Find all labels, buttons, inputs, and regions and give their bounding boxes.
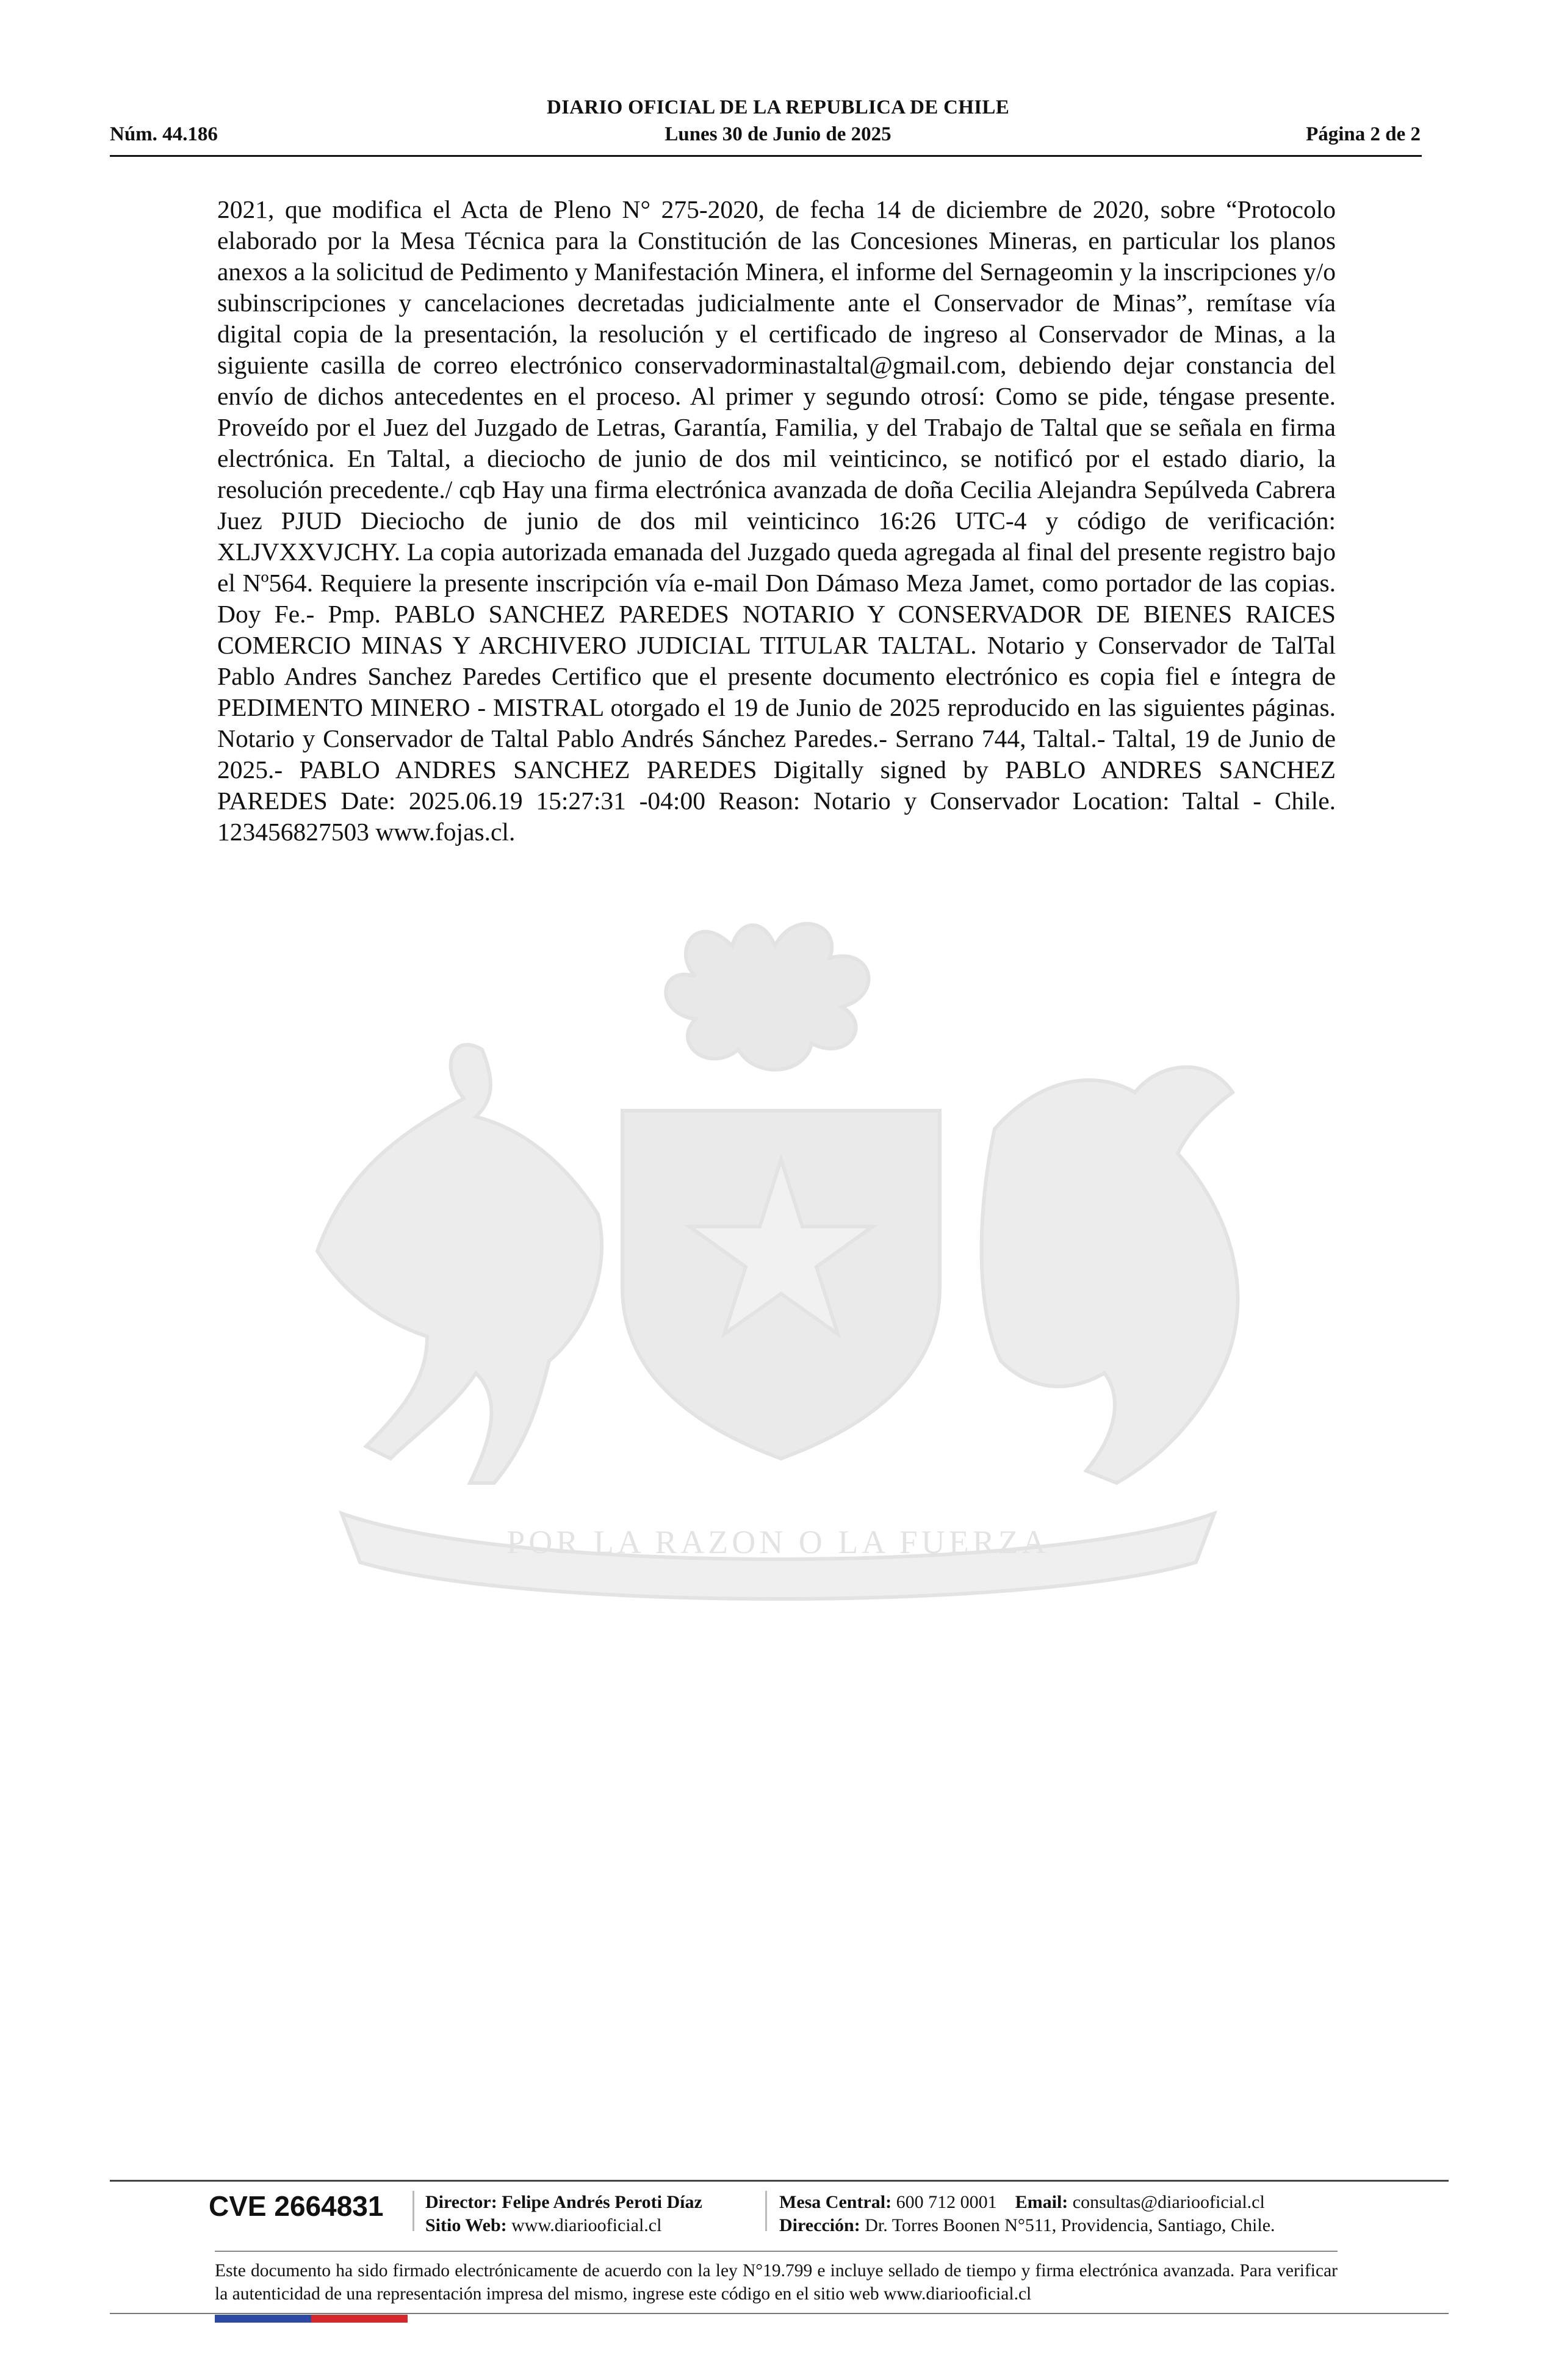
flag-stripe-red (311, 2315, 408, 2323)
footer-divider-middle (215, 2251, 1338, 2252)
phone-label: Mesa Central: (779, 2192, 892, 2212)
watermark-motto: POR LA RAZON O LA FUERZA (506, 1524, 1050, 1560)
footer-director-block (425, 2191, 702, 2237)
document-body: 2021, que modifica el Acta de Pleno N° 275-2020, de fecha 14 de diciembre de 2020, sobre “Protocolo elaborado por la Mesa Técnica para la Constitución de las Concesiones Mineras, en particular los planos anexos a la solicitud de Pedimento y Manifestación Minera, el informe del Sernageomin y la inscripciones y/o subinscripciones y cancelaciones decretadas judicialmente ante el Conservador de Minas”, remítase vía digital copia de la presentación, la resolución y el certificado de ingreso al Conservador de Minas, a la siguiente casilla de correo electrónico conservadorminastaltal@gmail.com, debiendo dejar constancia del envío de dichos antecedentes en el proceso. Al primer y segundo otrosí: Como se pide, téngase presente. Proveído por el Juez del Juzgado de Letras, Garantía, Familia, y del Trabajo de Taltal que se señala en firma electrónica. En Taltal, a dieciocho de junio de dos mil veinticinco, se notificó por el estado diario, la resolución precedente./ cqb Hay una firma electrónica avanzada de doña Cecilia Alejandra Sepúlveda Cabrera Juez PJUD Dieciocho de junio de dos mil veinticinco 16:26 UTC-4 y código de verificación: XLJVXXVJCHY. La copia autorizada emanada del Juzgado queda agregada al final del presente registro bajo el Nº564. Requiere la presente inscripción vía e-mail Don Dámaso Meza Jamet, como portador de las copias. Doy Fe.- Pmp. PABLO SANCHEZ PAREDES NOTARIO Y CONSERVADOR DE BIENES RAICES COMERCIO MINAS Y ARCHIVERO JUDICIAL TITULAR TALTAL. Notario y Conservador de TalTal Pablo Andres Sanchez Paredes Certifico que el presente documento electrónico es copia fiel e íntegra de PEDIMENTO MINERO - MISTRAL otorgado el 19 de Junio de 2025 reproducido en las siguientes páginas. Notario y Conservador de Taltal Pablo Andrés Sánchez Paredes.- Serrano 744, Taltal.- Taltal, 19 de Junio de 2025.- PABLO ANDRES SANCHEZ PAREDES Digitally signed by PABLO ANDRES SANCHEZ PAREDES Date: 2025.06.19 15:27:31 -04:00 Reason: Notario y Conservador Location: Taltal - Chile. 123456827503 www.fojas.cl. (217, 195, 1336, 846)
footer-divider-bottom (110, 2313, 1449, 2314)
website-label: Sitio Web: (425, 2215, 507, 2235)
newspaper-title: DIARIO OFICIAL DE LA REPUBLICA DE CHILE (546, 96, 1010, 118)
address-label: Dirección: (779, 2215, 860, 2235)
page-indicator: Página 2 de 2 (1306, 123, 1421, 145)
email-address[interactable]: consultas@diariooficial.cl (1072, 2192, 1265, 2212)
director-name: Felipe Andrés Peroti Díaz (502, 2192, 702, 2212)
footer-separator (412, 2191, 414, 2231)
address-value: Dr. Torres Boonen N°511, Providencia, Santiago, Chile. (865, 2215, 1275, 2235)
website-link[interactable]: www.diariooficial.cl (511, 2215, 662, 2235)
signature-note: Este documento ha sido firmado electrónicamente de acuerdo con la ley N°19.799 e incluye sellado de tiempo y firma electrónica avanzada. Para verificar la autenticidad de una representación impresa del mismo, ingrese este código en el sitio web www.diariooficial.cl (215, 2261, 1338, 2304)
cve-code: CVE 2664831 (209, 2190, 384, 2222)
coat-of-arms-watermark-icon (207, 897, 1349, 1660)
footer-contact-block (779, 2191, 1275, 2237)
footer-divider-top (110, 2180, 1449, 2182)
footer-separator (765, 2191, 767, 2231)
header-divider (110, 155, 1422, 157)
email-label: Email: (1015, 2192, 1068, 2212)
director-label: Director: (425, 2192, 497, 2212)
phone-number: 600 712 0001 (896, 2192, 997, 2212)
flag-stripe-blue (215, 2315, 311, 2323)
issue-number: Núm. 44.186 (110, 123, 218, 145)
issue-date: Lunes 30 de Junio de 2025 (665, 123, 891, 145)
